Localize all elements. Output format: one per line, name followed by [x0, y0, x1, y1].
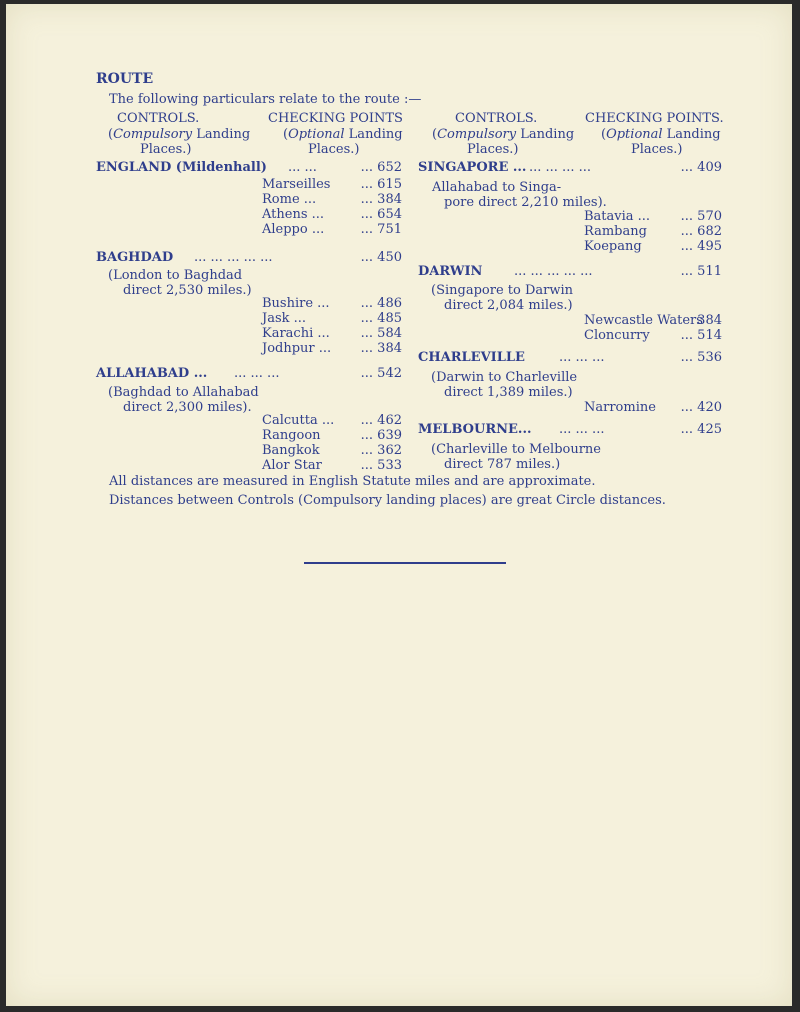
control-note: (Baghdad to Allahabad: [108, 385, 259, 400]
route-intro: The following particulars relate to the route :—: [109, 92, 422, 107]
distance: ... 536: [680, 350, 722, 365]
checkpoint-distance: ... 420: [680, 400, 722, 415]
distance: ... 652: [360, 160, 402, 175]
checkpoint-name: Rangoon: [262, 428, 321, 443]
right-controls-sub: (Compulsory Landing: [432, 127, 575, 142]
checkpoint-distance: ... 362: [360, 443, 402, 458]
checkpoint-name: Jask ...: [262, 311, 307, 326]
checkpoint-name: Rome ...: [262, 192, 317, 207]
checkpoint-name: Aleppo ...: [262, 222, 325, 237]
checkpoint-name: Bushire ...: [262, 296, 330, 311]
checkpoint-distance: ... 485: [360, 311, 402, 326]
left-checking-header: CHECKING POINTS: [268, 111, 403, 126]
dots: ... ... ... ...: [529, 160, 591, 175]
distance: ... 511: [680, 264, 722, 279]
distance: ... 542: [360, 366, 402, 381]
checkpoint-name: Narromine: [584, 400, 656, 415]
checkpoint-distance: ... 584: [360, 326, 402, 341]
checkpoint-distance: ... 639: [360, 428, 402, 443]
horizontal-rule: [304, 562, 506, 564]
dots: ... ... ...: [559, 422, 605, 437]
checkpoint-distance: ... 615: [360, 177, 402, 192]
dots: ... ... ... ... ...: [514, 264, 593, 279]
checkpoint-distance: ... 486: [360, 296, 402, 311]
checkpoint-name: Alor Star: [262, 458, 322, 473]
checkpoint-name: Newcastle Waters: [584, 313, 703, 328]
checkpoint-distance: 384: [697, 313, 722, 328]
checkpoint-distance: ... 384: [360, 192, 402, 207]
left-checking-sub2: Places.): [308, 142, 360, 157]
dots: ... ... ...: [559, 350, 605, 365]
left-controls-sub: (Compulsory Landing: [108, 127, 251, 142]
right-checking-header: CHECKING POINTS.: [585, 111, 724, 126]
left-checking-sub: (Optional Landing: [283, 127, 403, 142]
dots: ... ... ... ... ...: [194, 250, 273, 265]
control-baghdad: BAGHDAD: [96, 250, 174, 265]
checkpoint-name: Jodhpur ...: [262, 341, 332, 356]
checkpoint-distance: ... 384: [360, 341, 402, 356]
control-note: (Darwin to Charleville: [431, 370, 578, 385]
right-controls-header: CONTROLS.: [455, 111, 538, 126]
checkpoint-name: Cloncurry: [584, 328, 650, 343]
control-darwin: DARWIN: [418, 264, 483, 279]
checkpoint-name: Rambang: [584, 224, 647, 239]
checkpoint-name: Athens ...: [262, 207, 325, 222]
dots: ... ... ...: [234, 366, 280, 381]
control-charleville: CHARLEVILLE: [418, 350, 525, 365]
checkpoint-name: Bangkok: [262, 443, 320, 458]
checkpoint-distance: ... 514: [680, 328, 722, 343]
checkpoint-distance: ... 495: [680, 239, 722, 254]
distance: ... 450: [360, 250, 402, 265]
left-controls-header: CONTROLS.: [117, 111, 200, 126]
control-note: (London to Baghdad: [108, 268, 243, 283]
checkpoint-name: Batavia ...: [584, 209, 651, 224]
control-melbourne: MELBOURNE...: [418, 422, 532, 437]
dots: ... ...: [288, 160, 317, 175]
control-note: (Charleville to Melbourne: [431, 442, 601, 457]
control-note: (Singapore to Darwin: [431, 283, 573, 298]
control-note: pore direct 2,210 miles).: [444, 195, 607, 210]
route-heading: ROUTE: [96, 71, 154, 87]
control-singapore: SINGAPORE ...: [418, 160, 527, 175]
footnote-distances: All distances are measured in English Statute miles and are approximate.: [109, 474, 596, 489]
control-note: direct 1,389 miles.): [444, 385, 573, 400]
checkpoint-name: Karachi ...: [262, 326, 330, 341]
footnote-great-circle: Distances between Controls (Compulsory landing places) are great Circle distances.: [109, 493, 666, 508]
right-controls-sub2: Places.): [467, 142, 519, 157]
checkpoint-distance: ... 682: [680, 224, 722, 239]
checkpoint-distance: ... 533: [360, 458, 402, 473]
checkpoint-distance: ... 654: [360, 207, 402, 222]
document-page: [6, 4, 792, 1006]
checkpoint-name: Calcutta ...: [262, 413, 335, 428]
control-note: Allahabad to Singa-: [432, 180, 562, 195]
checkpoint-distance: ... 462: [360, 413, 402, 428]
checkpoint-name: Marseilles: [262, 177, 331, 192]
control-note: direct 2,300 miles).: [123, 400, 252, 415]
control-allahabad: ALLAHABAD ...: [96, 366, 208, 381]
control-note: direct 2,530 miles.): [123, 283, 252, 298]
right-checking-sub: (Optional Landing: [601, 127, 721, 142]
control-england: ENGLAND (Mildenhall): [96, 160, 267, 175]
checkpoint-name: Koepang: [584, 239, 642, 254]
control-note: direct 787 miles.): [444, 457, 561, 472]
right-checking-sub2: Places.): [631, 142, 683, 157]
distance: ... 409: [680, 160, 722, 175]
distance: ... 425: [680, 422, 722, 437]
checkpoint-distance: ... 751: [360, 222, 402, 237]
checkpoint-distance: ... 570: [680, 209, 722, 224]
control-note: direct 2,084 miles.): [444, 298, 573, 313]
left-controls-sub2: Places.): [140, 142, 192, 157]
